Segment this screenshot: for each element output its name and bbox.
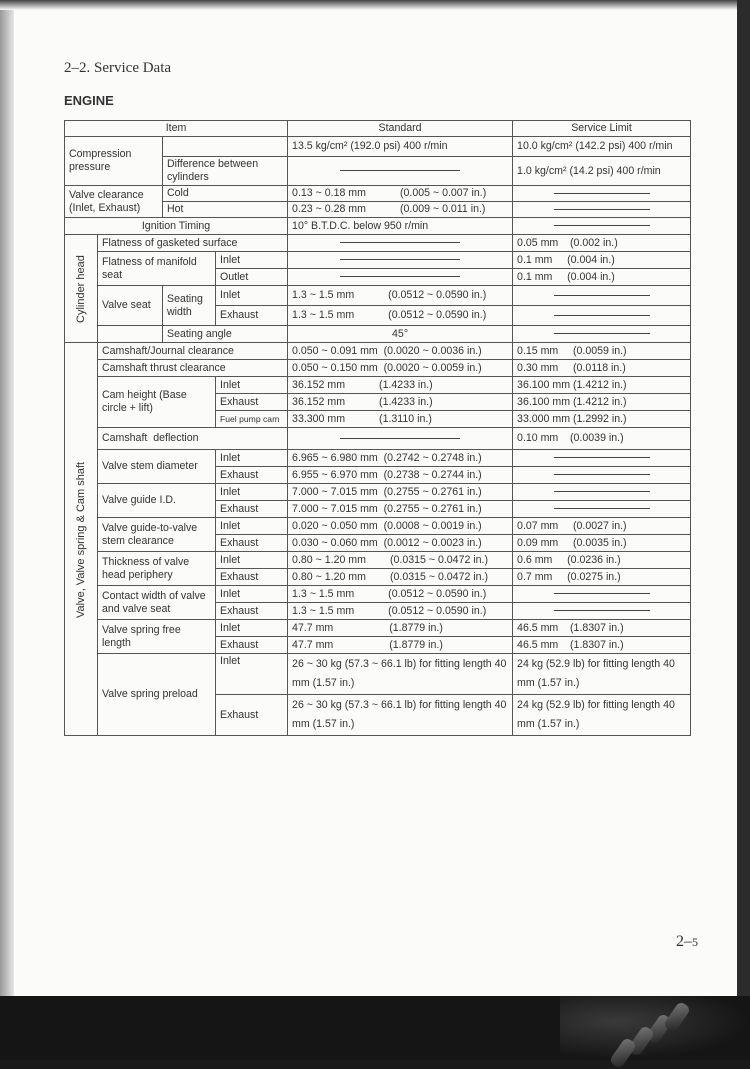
group-cylinder-head: Cylinder head (65, 235, 98, 343)
page-top-shadow (0, 0, 737, 10)
header-service-limit: Service Limit (513, 121, 691, 137)
item-valve-seat: Valve seat (98, 286, 163, 326)
item-valve-guide-id: Valve guide I.D. (98, 484, 216, 518)
group-valve-spring-camshaft: Valve, Valve spring & Cam shaft (65, 343, 98, 736)
item-flatness-manifold: Flatness of manifold seat (98, 252, 216, 286)
cam-exhaust-standard: 36.152 mm (1.4233 in.) (288, 394, 513, 411)
table-row (65, 326, 691, 343)
item-seating-angle: Seating angle (163, 326, 288, 343)
item-compression-pressure: Compression pressure (65, 137, 163, 186)
dash (288, 269, 513, 286)
item-camshaft-deflection: Camshaft deflection (98, 428, 288, 450)
valve-clearance-hot-standard: 0.23 ~ 0.28 mm (0.009 ~ 0.011 in.) (288, 202, 513, 218)
table-row (65, 137, 691, 157)
table-row (65, 484, 691, 501)
dash (288, 235, 513, 252)
seating-width-inlet-standard: 1.3 ~ 1.5 mm (0.0512 ~ 0.0590 in.) (288, 286, 513, 306)
dash (513, 484, 691, 501)
spring-exhaust-limit: 46.5 mm (1.8307 in.) (513, 637, 691, 654)
table-row (65, 218, 691, 235)
dash (513, 218, 691, 235)
dash (513, 467, 691, 484)
sub-exhaust: Exhaust (216, 637, 288, 654)
sub-exhaust: Exhaust (216, 501, 288, 518)
watch-bracelet-photo (560, 996, 750, 1060)
item-guide-to-stem: Valve guide-to-valve stem clearance (98, 518, 216, 552)
head-inlet-standard: 0.80 ~ 1.20 mm (0.0315 ~ 0.0472 in.) (288, 552, 513, 569)
valve-clearance-cold-standard: 0.13 ~ 0.18 mm (0.005 ~ 0.007 in.) (288, 186, 513, 202)
header-item: Item (65, 121, 288, 137)
cam-inlet-limit: 36.100 mm (1.4212 in.) (513, 377, 691, 394)
table-row (65, 518, 691, 535)
flatness-manifold-outlet-limit: 0.1 mm (0.004 in.) (513, 269, 691, 286)
dash (288, 428, 513, 450)
sub-inlet: Inlet (216, 620, 288, 637)
sub-exhaust: Exhaust (216, 695, 288, 736)
guide-inlet-standard: 7.000 ~ 7.015 mm (0.2755 ~ 0.2761 in.) (288, 484, 513, 501)
section-title: 2–2. Service Data (64, 60, 172, 76)
compression-standard: 13.5 kg/cm² (192.0 psi) 400 r/min (288, 137, 513, 157)
guide-exhaust-standard: 7.000 ~ 7.015 mm (0.2755 ~ 0.2761 in.) (288, 501, 513, 518)
thrust-standard: 0.050 ~ 0.150 mm (0.0020 ~ 0.0059 in.) (288, 360, 513, 377)
dash (513, 603, 691, 620)
sub-exhaust: Exhaust (216, 569, 288, 586)
head-exhaust-standard: 0.80 ~ 1.20 mm (0.0315 ~ 0.0472 in.) (288, 569, 513, 586)
sub-inlet: Inlet (216, 552, 288, 569)
service-data-table (64, 120, 691, 736)
dash (513, 186, 691, 202)
dash (288, 252, 513, 269)
table-row (65, 343, 691, 360)
spring-inlet-limit: 46.5 mm (1.8307 in.) (513, 620, 691, 637)
fuel-cam-limit: 33.000 mm (1.2992 in.) (513, 411, 691, 428)
sub-exhaust: Exhaust (216, 394, 288, 411)
gts-inlet-limit: 0.07 mm (0.0027 in.) (513, 518, 691, 535)
journal-limit: 0.15 mm (0.0059 in.) (513, 343, 691, 360)
table-row (65, 552, 691, 569)
item-head-periphery: Thickness of valve head periphery (98, 552, 216, 586)
sub-inlet: Inlet (216, 518, 288, 535)
cell-blank (98, 326, 163, 343)
spring-exhaust-standard: 47.7 mm (1.8779 in.) (288, 637, 513, 654)
preload-inlet-limit: 24 kg (52.9 lb) for fitting length 40 mm (1.57 in.) (513, 654, 691, 695)
table-row (65, 186, 691, 202)
sub-exhaust: Exhaust (216, 306, 288, 326)
stem-inlet-standard: 6.965 ~ 6.980 mm (0.2742 ~ 0.2748 in.) (288, 450, 513, 467)
sub-outlet: Outlet (216, 269, 288, 286)
item-valve-clearance: Valve clearance (Inlet, Exhaust) (65, 186, 163, 218)
sub-inlet: Inlet (216, 286, 288, 306)
journal-standard: 0.050 ~ 0.091 mm (0.0020 ~ 0.0036 in.) (288, 343, 513, 360)
gts-inlet-standard: 0.020 ~ 0.050 mm (0.0008 ~ 0.0019 in.) (288, 518, 513, 535)
sub-exhaust: Exhaust (216, 535, 288, 552)
preload-exhaust-limit: 24 kg (52.9 lb) for fitting length 40 mm (1.57 in.) (513, 695, 691, 736)
table-row (65, 377, 691, 394)
dash (513, 501, 691, 518)
cam-inlet-standard: 36.152 mm (1.4233 in.) (288, 377, 513, 394)
dash (513, 306, 691, 326)
page-right-edge (737, 0, 750, 996)
thrust-limit: 0.30 mm (0.0118 in.) (513, 360, 691, 377)
sub-blank (163, 137, 288, 157)
item-ignition-timing: Ignition Timing (65, 218, 288, 235)
header-standard: Standard (288, 121, 513, 137)
item-difference-cylinders: Difference between cylinders (163, 157, 288, 186)
cam-exhaust-limit: 36.100 mm (1.4212 in.) (513, 394, 691, 411)
item-camshaft-journal: Camshaft/Journal clearance (98, 343, 288, 360)
compression-limit: 10.0 kg/cm² (142.2 psi) 400 r/min (513, 137, 691, 157)
table-row (65, 586, 691, 603)
table-row (65, 620, 691, 637)
table-row (65, 654, 691, 695)
flatness-gasketed-limit: 0.05 mm (0.002 in.) (513, 235, 691, 252)
stem-exhaust-standard: 6.955 ~ 6.970 mm (0.2738 ~ 0.2744 in.) (288, 467, 513, 484)
sub-hot: Hot (163, 202, 288, 218)
sub-inlet: Inlet (216, 450, 288, 467)
contact-inlet-standard: 1.3 ~ 1.5 mm (0.0512 ~ 0.0590 in.) (288, 586, 513, 603)
sub-inlet: Inlet (216, 586, 288, 603)
spring-inlet-standard: 47.7 mm (1.8779 in.) (288, 620, 513, 637)
dash (513, 450, 691, 467)
gts-exhaust-standard: 0.030 ~ 0.060 mm (0.0012 ~ 0.0023 in.) (288, 535, 513, 552)
table-header-row (65, 121, 691, 137)
item-spring-preload: Valve spring preload (98, 654, 216, 736)
table-row (65, 286, 691, 306)
dash (513, 326, 691, 343)
contact-exhaust-standard: 1.3 ~ 1.5 mm (0.0512 ~ 0.0590 in.) (288, 603, 513, 620)
seating-angle-standard: 45° (288, 326, 513, 343)
page-binding-shadow (0, 0, 14, 996)
item-valve-stem-diameter: Valve stem diameter (98, 450, 216, 484)
page-number: 2–5 (676, 933, 698, 950)
preload-inlet-standard: 26 ~ 30 kg (57.3 ~ 66.1 lb) for fitting length 40 mm (1.57 in.) (288, 654, 513, 695)
sub-cold: Cold (163, 186, 288, 202)
table-row (65, 235, 691, 252)
item-camshaft-thrust: Camshaft thrust clearance (98, 360, 288, 377)
flatness-manifold-inlet-limit: 0.1 mm (0.004 in.) (513, 252, 691, 269)
sub-exhaust: Exhaust (216, 603, 288, 620)
difference-standard-dash (288, 157, 513, 186)
fuel-cam-standard: 33.300 mm (1.3110 in.) (288, 411, 513, 428)
sub-inlet: Inlet (216, 252, 288, 269)
head-exhaust-limit: 0.7 mm (0.0275 in.) (513, 569, 691, 586)
item-spring-free-length: Valve spring free length (98, 620, 216, 654)
dash (513, 202, 691, 218)
table-row (65, 428, 691, 450)
item-contact-width: Contact width of valve and valve seat (98, 586, 216, 620)
item-cam-height: Cam height (Base circle + lift) (98, 377, 216, 428)
table-row (65, 360, 691, 377)
ignition-standard: 10° B.T.D.C. below 950 r/min (288, 218, 513, 235)
dash (513, 286, 691, 306)
dash (513, 586, 691, 603)
subsection-title: ENGINE (64, 93, 114, 108)
item-flatness-gasketed: Flatness of gasketed surface (98, 235, 288, 252)
sub-fuel-pump-cam: Fuel pump cam (216, 411, 288, 428)
deflection-limit: 0.10 mm (0.0039 in.) (513, 428, 691, 450)
sub-exhaust: Exhaust (216, 467, 288, 484)
difference-limit: 1.0 kg/cm² (14.2 psi) 400 r/min (513, 157, 691, 186)
item-seating-width: Seating width (163, 286, 216, 326)
table-row (65, 252, 691, 269)
preload-exhaust-standard: 26 ~ 30 kg (57.3 ~ 66.1 lb) for fitting length 40 mm (1.57 in.) (288, 695, 513, 736)
sub-inlet: Inlet (216, 484, 288, 501)
head-inlet-limit: 0.6 mm (0.0236 in.) (513, 552, 691, 569)
sub-inlet: Inlet (216, 654, 288, 695)
table-row (65, 450, 691, 467)
seating-width-exhaust-standard: 1.3 ~ 1.5 mm (0.0512 ~ 0.0590 in.) (288, 306, 513, 326)
sub-inlet: Inlet (216, 377, 288, 394)
gts-exhaust-limit: 0.09 mm (0.0035 in.) (513, 535, 691, 552)
